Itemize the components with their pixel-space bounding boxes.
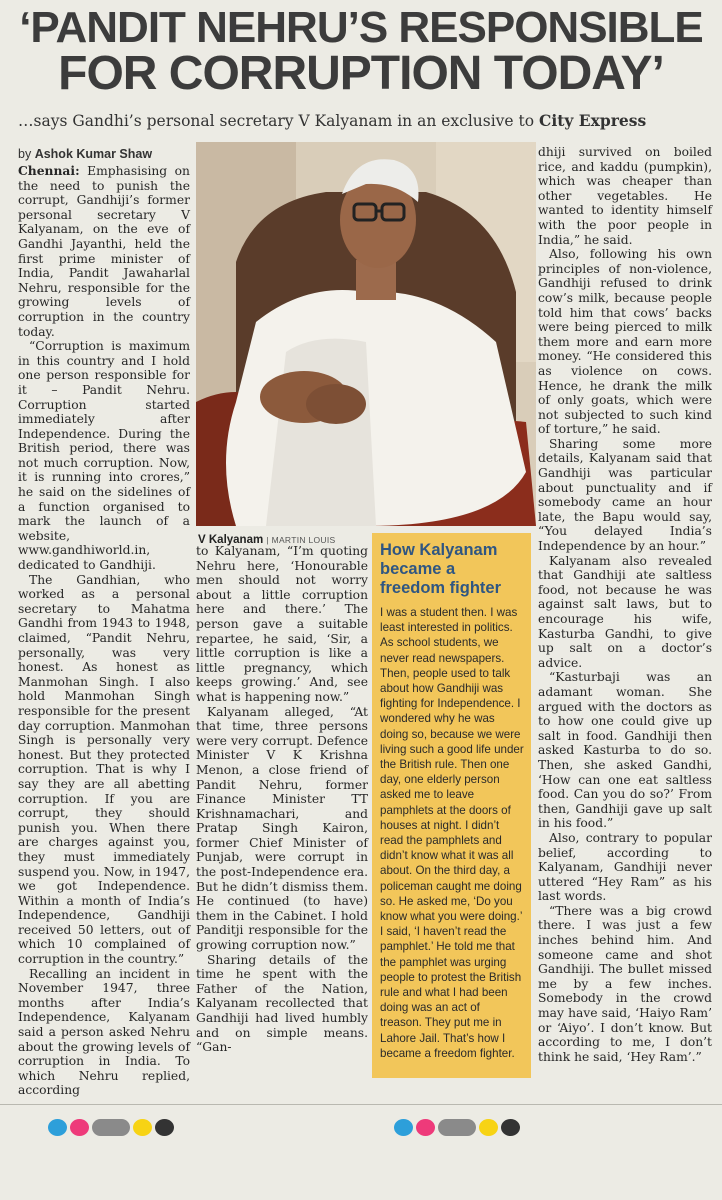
article-column-1 [18, 164, 190, 1098]
black-dot-icon [155, 1119, 174, 1136]
photo-credit: | MARTIN LOUIS [266, 535, 336, 545]
registration-marks-left [48, 1119, 174, 1136]
yellow-dot-icon [133, 1119, 152, 1136]
cyan-dot-icon [394, 1119, 413, 1136]
article-paragraph: “Kasturbaji was an adamant woman. She argued with the doctors as to how one could give up salt in food. Gandhiji then asked Kasturba to do so. Then, she asked Gandhi, ‘How can one eat saltless food. Can you do so?’ From then, Gandhiji gave up salt in his food.” [538, 670, 712, 831]
article-paragraph: Chennai: Emphasising on the need to punish the corrupt, Gandhiji’s former personal secretary V Kalyanam, on the eve of Gandhi Jayanthi, held the first prime minister of India, Pandit Jawaharlal Nehru, responsible for the growing levels of corruption in the country today. [18, 163, 190, 339]
article-paragraph: The Gandhian, who worked as a personal secretary to Mahatma Gandhi from 1943 to 1948, claimed, “Pandit Nehru, personally, was very honest. As honest as Manmohan Singh. I also hold Manmohan Singh responsible for the present day corruption. Manmohan Singh is personally very honest. But they protected corruption. That is why I say they are all abetting corruption. If you are corrupt, they should punish you. When there are charges against you, they must immediately suspend you. Now, in 1947, we got Independence. Within a month of India’s Independence, Gandhiji received 50 letters, out of which 10 complained of corruption in the country.” [18, 572, 190, 967]
strapline-text: …says Gandhi’s personal secretary V Kalyanam in an exclusive to [18, 112, 540, 130]
article-paragraph: Also, following his own principles of non-violence, Gandhiji refused to drink cow’s milk, because people told him that cows’ backs were being pierced to milk them more and earn more money. “He considered this as violence on cows. Hence, he drank the milk of only goats, which were not subjected to such kind of torture,” he said. [538, 247, 712, 437]
strapline [18, 111, 718, 130]
headline-line-2: FOR CORRUPTION TODAY’ [58, 47, 664, 100]
page-bottom-rule [0, 1104, 722, 1105]
article-paragraph: “Corruption is maximum in this country and I hold one person responsible for it – Pandit Nehru. Corruption started immediately after Independence. During the British period, there was not much corruption. Now, it is running into crores,” he said on the sidelines of a function organised to mark the launch of a website, www.gandhiworld.in, dedicated to Gandhiji. [18, 339, 190, 573]
article-paragraph: Recalling an incident in November 1947, three months after India’s Independence, Kalyanam said a person asked Nehru about the growing levels of corruption in India. To which Nehru replied, according [18, 966, 190, 1098]
article-paragraph: “There was a big crowd there. I was just a few inches behind him. And someone came and shot Gandhiji. The bullet missed me by a few inches. Somebody in the crowd may have said, ‘Haiyo Ram’ or ‘Aiyo’. I don’t know. But according to me, I don’t think he said, ‘Hey Ram’.” [538, 903, 712, 1064]
sidebar-title: How Kalyanam became a freedom fighter [380, 541, 502, 597]
dateline: Chennai: [18, 163, 80, 178]
article-paragraph: Sharing some more details, Kalyanam said that Gandhiji was particular about punctuality and if somebody came an hour late, the Bapu would say, “You delayed India’s Independence by an hour.” [538, 436, 712, 554]
article-column-2 [196, 544, 368, 1055]
article-paragraph: Also, contrary to popular belief, according to Kalyanam, Gandhiji never uttered “Hey Ram” as his last words. [538, 830, 712, 904]
article-paragraph: dhiji survived on boiled rice, and kaddu (pumpkin), which was cheaper than other vegetables. He wanted to identity himself with the poor people in India,” he said. [538, 145, 712, 247]
byline-author: Ashok Kumar Shaw [34, 147, 153, 161]
headline-line-1: ‘PANDIT NEHRU’S RESPONSIBLE [19, 3, 703, 52]
cyan-dot-icon [48, 1119, 67, 1136]
caption-name: V Kalyanam [198, 534, 264, 546]
freedom-fighter-sidebar [372, 533, 531, 1078]
grey-bar-icon [92, 1119, 130, 1136]
article-paragraph: Kalyanam alleged, “At that time, three persons were very corrupt. Defence Minister V K Krishna Menon, a close friend of Pandit Nehru, former Finance Minister TT Krishnamachari, and Pratap Singh Kairon, former Chief Minister of Punjab, were corrupt in the post-Independence era. But he didn’t dismiss them. He continued (to have) them in the Cabinet. I hold Panditji responsible for the growing corruption now.” [196, 704, 368, 953]
article-paragraph: Sharing details of the time he spent with the Father of the Nation, Kalyanam recollected that Gandhiji had lived humbly and on simple means. “Gan- [196, 952, 368, 1055]
byline [18, 147, 152, 161]
article-paragraph: Kalyanam also revealed that Gandhiji ate saltless food, not because he was against salt laws, but to encourage his wife, Kasturba Gandhi, to give up salt on a doctor’s advice. [538, 553, 712, 670]
grey-bar-icon [438, 1119, 476, 1136]
sidebar-body: I was a student then. I was least interested in politics. As school students, we never read newspapers. Then, people used to talk about how Gandhiji was fighting for Independence. I wondered why he was doing so, because we were living such a good life under the British rule. Then one day, one elderly person asked me to leave pamphlets at the doors of houses at night. I didn’t read the pamphlets and didn’t know what it was all about. On the third day, a policeman caught me doing so. He asked me, ‘Do you know what you were doing.’ I said, ‘I haven’t read the pamphlet.’ He told me that the pamphlet was urging people to protest the British rule and what I had been doing was an act of treason. They put me in Lahore Jail. That’s how I became a freedom fighter. [380, 606, 524, 1060]
black-dot-icon [501, 1119, 520, 1136]
byline-prefix: by [18, 147, 35, 161]
magenta-dot-icon [416, 1119, 435, 1136]
publication-name: City Express [539, 111, 647, 130]
portrait-illustration [196, 142, 536, 526]
yellow-dot-icon [479, 1119, 498, 1136]
kalyanam-photo [196, 142, 536, 526]
registration-marks-right [394, 1119, 520, 1136]
magenta-dot-icon [70, 1119, 89, 1136]
article-paragraph: to Kalyanam, “I’m quoting Nehru here, ‘Honourable men should not worry about a little corruption here and there.’ The person gave a suitable repartee, he said, ‘Sir, a little corruption is like a little pregnancy, which keeps growing.’ And, see what is happening now.” [196, 544, 368, 704]
article-column-4 [538, 145, 712, 1064]
